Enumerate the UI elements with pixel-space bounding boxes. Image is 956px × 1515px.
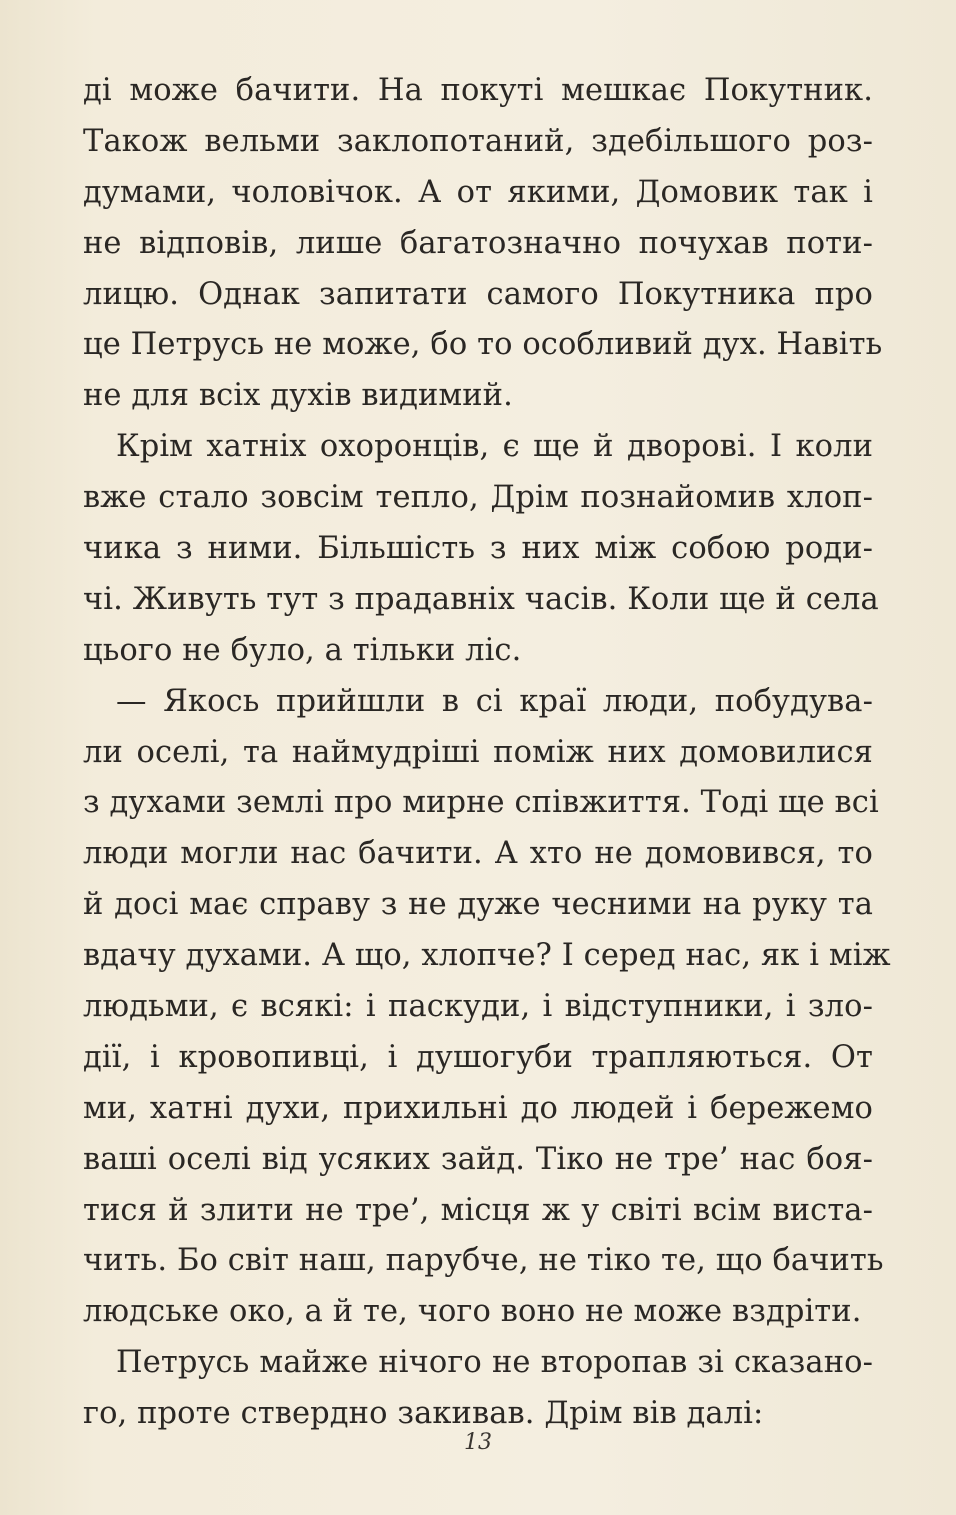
text-line-paragraph-start: Петрусь майже нічого не второпав зі сказано-: [116, 1345, 873, 1381]
text-line: лицю. Однак запитати самого Покутника про: [83, 276, 873, 312]
text-line: дії, і кровопивці, і душогуби трапляються. От: [83, 1039, 873, 1075]
text-line: чі. Живуть тут з прадавніх часів. Коли ще й села: [83, 581, 879, 617]
text-line: вдачу духами. А що, хлопче? І серед нас, як і між: [83, 938, 891, 974]
text-line: ми, хатні духи, прихильні до людей і бережемо: [83, 1090, 873, 1126]
text-line: вже стало зовсім тепло, Дрім познайомив хлоп-: [83, 480, 873, 516]
text-line: думами, чоловічок. А от якими, Домовик так і: [83, 174, 873, 210]
text-line: це Петрусь не може, бо то особливий дух. Навіть: [83, 327, 883, 363]
text-line: з духами землі про мирне співжиття. Тоді ще всі: [83, 785, 879, 821]
text-line: ді може бачити. На покуті мешкає Покутник.: [83, 73, 873, 108]
text-line: чить. Бо світ наш, парубче, не тіко те, що бачить: [83, 1243, 884, 1279]
text-line: тися й злити не тре’, місця ж у світі всім виста-: [83, 1192, 873, 1228]
text-line: люди могли нас бачити. А хто не домовився, то: [83, 836, 873, 872]
page-number: 13: [464, 1430, 492, 1455]
text-line: людське око, а й те, чого воно не може вздріти.: [83, 1294, 862, 1330]
text-line: ли оселі, та наймудріші поміж них домовилися: [83, 734, 873, 770]
text-line-paragraph-start: — Якось прийшли в сі краї люди, побудува-: [116, 683, 873, 719]
body-text: [83, 66, 891, 1440]
text-line: Також вельми заклопотаний, здебільшого роз-: [83, 123, 873, 159]
text-line: цього не було, а тільки ліс.: [83, 632, 522, 668]
text-line: го, проте ствердно закивав. Дрім вів далі:: [83, 1396, 764, 1432]
text-line: чика з ними. Більшість з них між собою роди-: [83, 531, 873, 567]
text-line: й досі має справу з не дуже чесними на руку та: [83, 887, 873, 923]
text-line: не для всіх духів видимий.: [83, 378, 513, 414]
text-line-paragraph-start: Крім хатніх охоронців, є ще й дворові. І коли: [116, 429, 873, 465]
text-line: людьми, є всякі: і паскуди, і відступники, і зло-: [83, 989, 873, 1025]
text-line: ваші оселі від усяких зайд. Тіко не тре’ нас боя-: [83, 1141, 873, 1177]
text-line: не відповів, лише багатозначно почухав поти-: [83, 225, 873, 261]
